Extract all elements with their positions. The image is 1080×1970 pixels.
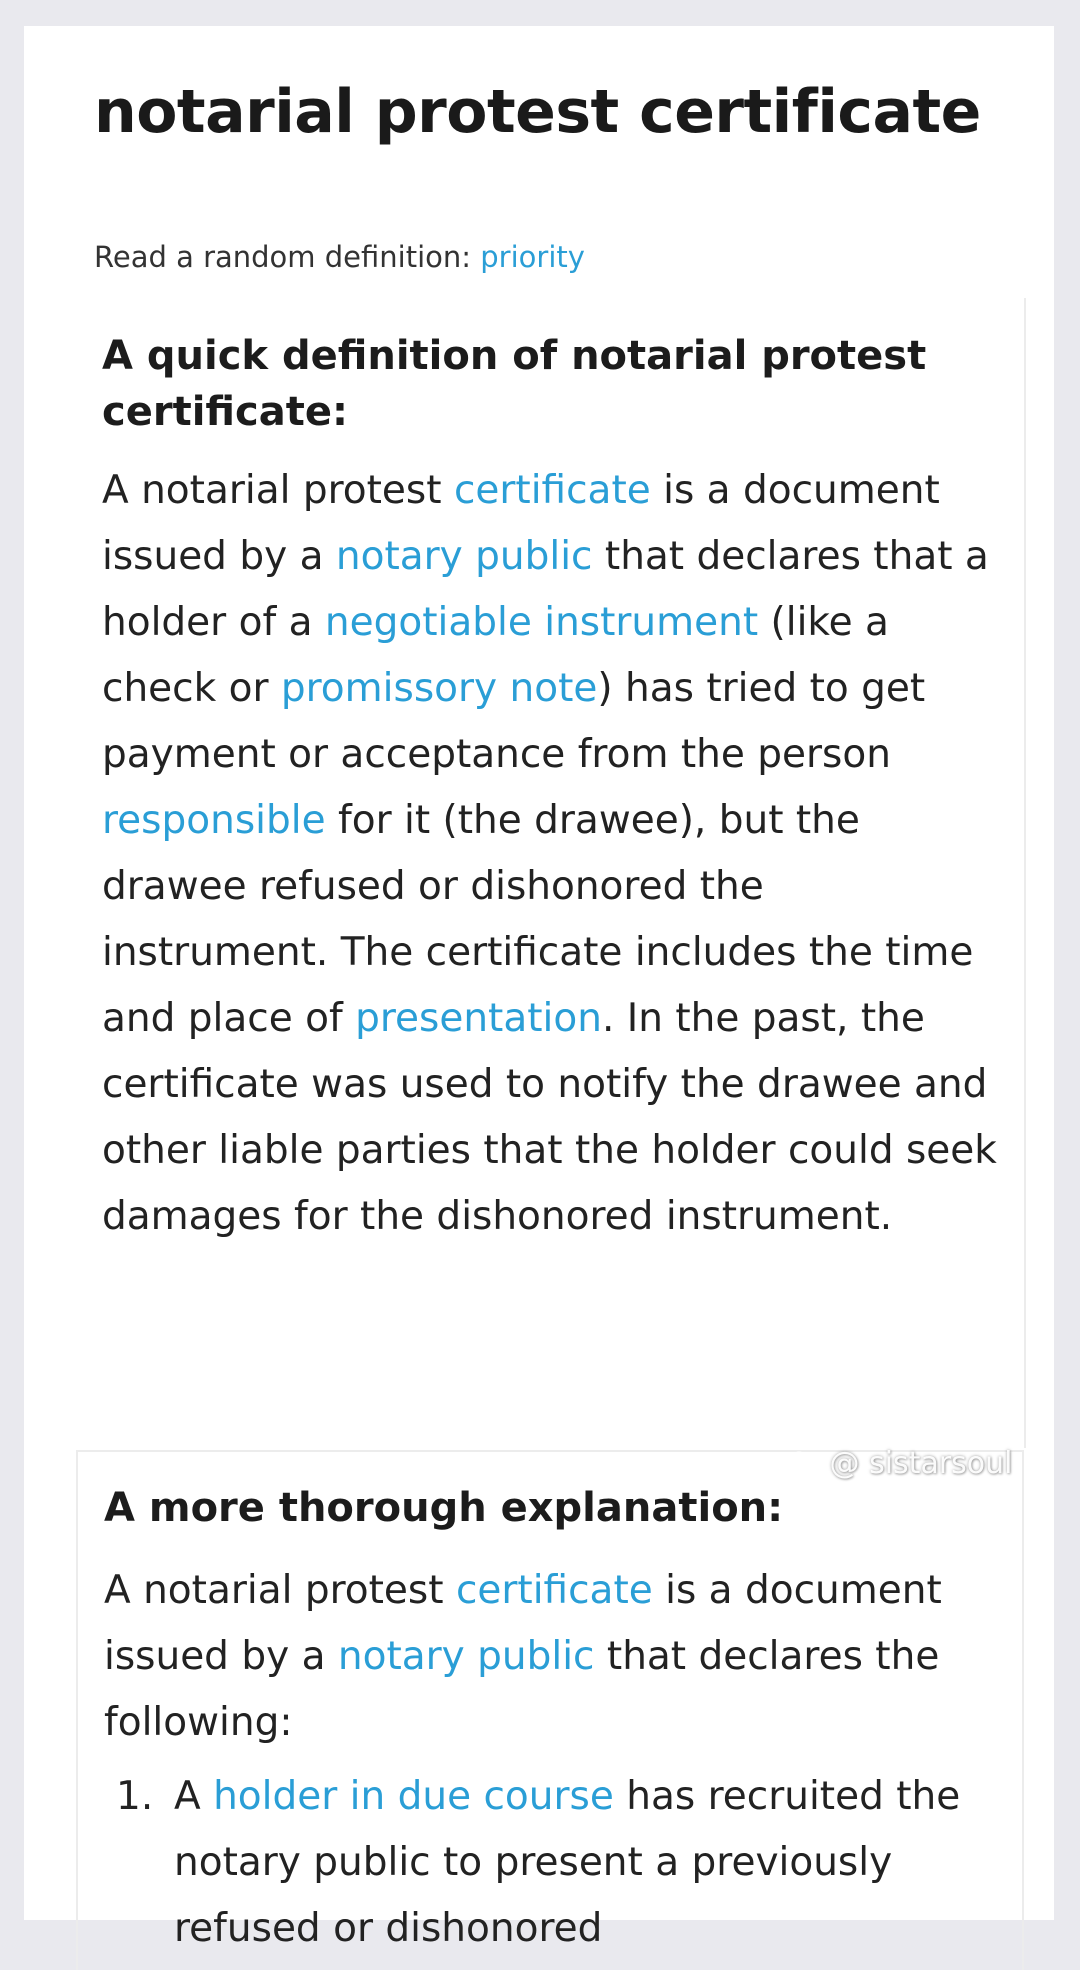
list-item	[104, 1764, 1004, 1962]
inline-link[interactable]: certificate	[453, 468, 651, 513]
quick-definition-text	[102, 458, 1002, 1250]
random-definition-line	[94, 239, 585, 275]
list-item-text	[174, 1774, 960, 1951]
inline-link[interactable]: certificate	[455, 1568, 653, 1613]
inline-link[interactable]: responsible	[102, 798, 326, 843]
text-run: has recruited the notary public to present a previously refused or dishonored	[174, 1774, 961, 1951]
inline-link[interactable]: presentation	[355, 996, 602, 1041]
random-definition-link[interactable]: priority	[480, 240, 585, 274]
text-run: for it (the drawee), but the drawee refused or dishonored the instrument. The certificate includes the time and place of	[102, 798, 974, 1041]
quick-definition-heading: A quick definition of notarial protest certificate:	[102, 333, 927, 435]
text-run: that declares that a holder of a	[102, 534, 989, 645]
page-title: notarial protest certificate	[94, 77, 981, 147]
text-run: . In the past, the certificate was used to notify the drawee and other liable parties that the holder could seek damages for the dishonored instrument.	[102, 996, 997, 1239]
thorough-explanation-section	[76, 1450, 1024, 1970]
definition-page	[24, 26, 1054, 1951]
inline-link[interactable]: promissory note	[280, 666, 598, 711]
random-definition-label: Read a random definition:	[94, 240, 472, 274]
quick-definition-section	[76, 298, 1026, 1448]
inline-link[interactable]: notary public	[337, 1634, 595, 1679]
inline-link[interactable]: negotiable instrument	[324, 600, 759, 645]
watermark-text: @ sistarsoul	[829, 1446, 1013, 1481]
text-run: A notarial protest	[102, 468, 454, 513]
text-run: that declares the following:	[104, 1634, 940, 1745]
inline-link[interactable]: notary public	[335, 534, 593, 579]
text-run: (like a check or	[102, 600, 889, 711]
text-run: is a document issued by a	[104, 1568, 942, 1679]
explanation-list	[104, 1764, 1004, 1962]
text-run: ) has tried to get payment or acceptance from the person	[102, 666, 926, 777]
list-item-number: 1.	[116, 1774, 154, 1819]
inline-link[interactable]: holder in due course	[213, 1774, 614, 1819]
app-logo-icon	[782, 1448, 816, 1482]
thorough-explanation-text	[104, 1558, 1004, 1756]
thorough-explanation-heading: A more thorough explanation:	[104, 1485, 784, 1531]
text-run: is a document issued by a	[102, 468, 940, 579]
text-run: A	[174, 1774, 214, 1819]
watermark	[782, 1444, 1013, 1484]
text-run: A notarial protest	[104, 1568, 456, 1613]
